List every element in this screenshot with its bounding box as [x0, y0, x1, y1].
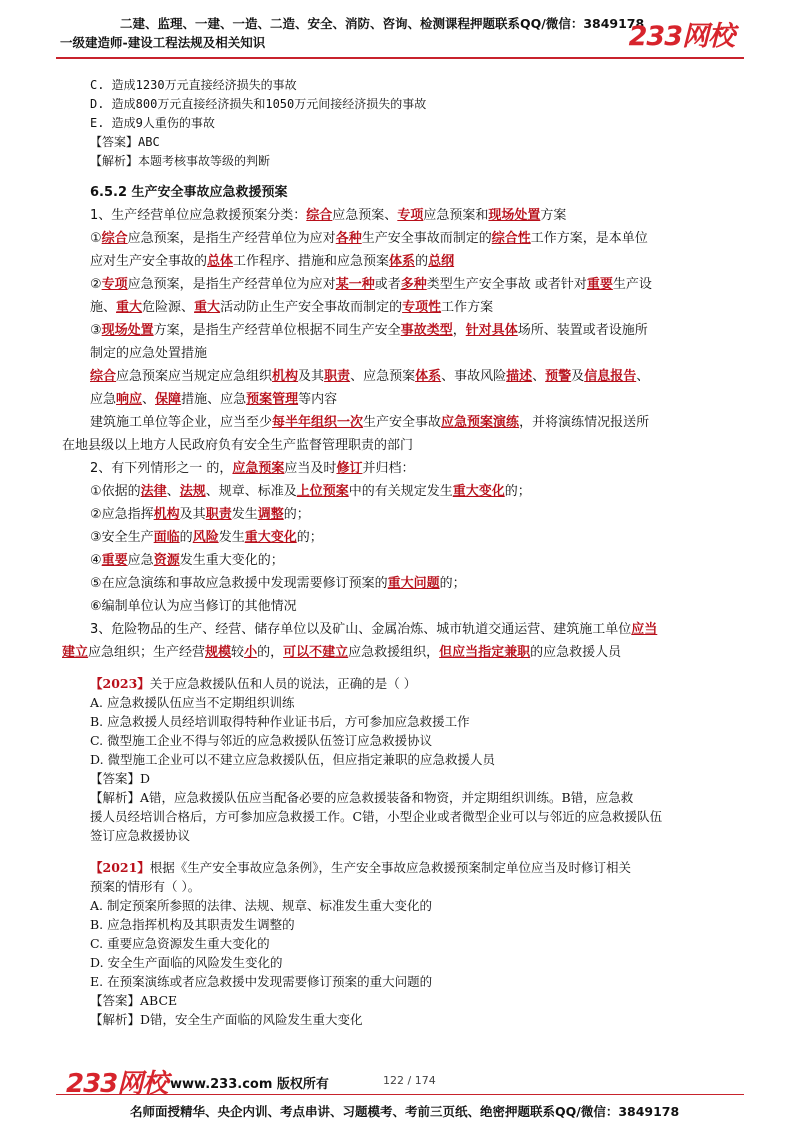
- q2021-option-d: D. 安全生产面临的风险发生变化的: [90, 955, 283, 970]
- option-e: E. 造成9人重伤的事故: [90, 116, 215, 130]
- text: 的: [179, 530, 193, 545]
- para-line-5: [90, 299, 493, 317]
- text: 、: [142, 392, 156, 407]
- keyword: 但应当指定兼职: [439, 645, 531, 660]
- keyword: 法律: [140, 484, 167, 499]
- q2023-analysis-2: 援人员经培训合格后，方可参加应急救援工作。C错，小型企业或者微型企业可以与邻近的应急救援队伍: [90, 809, 663, 824]
- text: 生产安全事故: [363, 415, 442, 430]
- q2021-option-b: B. 应急指挥机构及其职责发生调整的: [90, 917, 295, 932]
- q2021-analysis: 【解析】D错，安全生产面临的风险发生重大变化: [90, 1012, 363, 1027]
- text: 生产安全事故而制定的: [361, 231, 492, 246]
- para-line-9: [90, 391, 337, 409]
- q2023-answer: 【答案】D: [90, 771, 151, 786]
- text: 、规章、标准及: [205, 484, 297, 499]
- keyword: 机构: [272, 369, 299, 384]
- keyword: 预警: [545, 369, 572, 384]
- text: ，并将演练情况报送所: [519, 415, 650, 430]
- text: 应急预案和: [423, 208, 489, 223]
- q2021-option-e: E. 在预案演练或者应急救援中发现需要修订预案的重大问题的: [90, 974, 433, 989]
- text: 发生重大变化的；: [179, 553, 284, 568]
- text: 的，: [257, 645, 284, 660]
- keyword: 小: [244, 645, 258, 660]
- text: 、: [166, 484, 180, 499]
- text: ③: [90, 323, 102, 338]
- keyword: 修订: [336, 461, 363, 476]
- text: 应急预案、: [332, 208, 398, 223]
- footer-site-link[interactable]: www.233.com 版权所有: [170, 1077, 329, 1092]
- keyword: 应当: [631, 622, 658, 637]
- text: 、应急预案: [350, 369, 416, 384]
- text: 2、有下列情形之一 的，: [90, 461, 233, 476]
- keyword: 综合性: [491, 231, 531, 246]
- text: 的；: [296, 530, 323, 545]
- year-tag: 【2023】: [90, 676, 150, 691]
- keyword: 可以不建立: [283, 645, 349, 660]
- keyword: 重要: [101, 553, 128, 568]
- text: ③安全生产: [90, 530, 154, 545]
- text: 、: [532, 369, 546, 384]
- text: 的: [415, 254, 429, 269]
- para-line-17: [90, 575, 466, 593]
- footer-logo: 233网校: [66, 1069, 168, 1099]
- keyword: 体系: [415, 369, 442, 384]
- option-d: D. 造成800万元直接经济损失和1050万元间接经济损失的事故: [90, 97, 427, 111]
- keyword: 应急预案: [232, 461, 285, 476]
- text: 施、: [90, 300, 117, 315]
- keyword: 重大变化: [452, 484, 505, 499]
- keyword: 现场处置: [101, 323, 154, 338]
- keyword: 事故类型: [400, 323, 453, 338]
- text: 的；: [439, 576, 466, 591]
- text: 、: [636, 369, 650, 384]
- year-tag: 【2021】: [90, 860, 150, 875]
- text: 生产设: [612, 277, 652, 292]
- keyword: 保障: [155, 392, 182, 407]
- text: 及其: [298, 369, 325, 384]
- para-line-19: [90, 621, 657, 639]
- text: ④: [90, 553, 102, 568]
- text: 工作方案，是本单位: [530, 231, 648, 246]
- keyword: 专项性: [402, 300, 442, 315]
- text: 关于应急救援队伍和人员的说法，正确的是（ ）: [149, 676, 417, 691]
- keyword: 专项: [397, 208, 424, 223]
- keyword: 规模: [205, 645, 232, 660]
- para-line-8: [90, 368, 649, 386]
- keyword: 响应: [116, 392, 143, 407]
- para-line-18: ⑥编制单位认为应当修订的其他情况: [90, 599, 297, 614]
- text: ⑤在应急演练和事故应急救援中发现需要修订预案的: [90, 576, 388, 591]
- keyword: 综合: [90, 369, 117, 384]
- question-2021-stem: [90, 859, 631, 877]
- text: 或者: [374, 277, 401, 292]
- keyword: 某一种: [335, 277, 375, 292]
- text: ②应急指挥: [90, 507, 154, 522]
- para-line-16: [90, 552, 284, 570]
- text: 工作程序、措施和应急预案: [233, 254, 390, 269]
- q2021-option-c: C. 重要应急资源发生重大变化的: [90, 936, 270, 951]
- q2023-analysis-3: 签订应急救援协议: [90, 828, 191, 843]
- q2021-answer: 【答案】ABCE: [90, 993, 178, 1008]
- keyword: 综合: [306, 208, 333, 223]
- footer-contact-line: 名师面授精华、央企内训、考点串讲、习题模考、考前三页纸、绝密押题联系QQ/微信：3849178: [130, 1104, 680, 1119]
- header-contact-line: 二建、监理、一建、一造、二造、安全、消防、咨询、检测课程押题联系QQ/微信：3849178: [120, 16, 645, 31]
- text: 工作方案: [441, 300, 494, 315]
- keyword: 总纲: [428, 254, 455, 269]
- text: 应急预案应当规定应急组织: [116, 369, 273, 384]
- section-title: 6.5.2 生产安全事故应急救援预案: [90, 185, 288, 200]
- text: ①依据的: [90, 484, 141, 499]
- keyword: 风险: [192, 530, 219, 545]
- keyword: 描述: [506, 369, 533, 384]
- para-line-1: [90, 207, 566, 225]
- question-2023-stem: [90, 675, 416, 693]
- text: 方案，是指生产经营单位根据不同生产安全: [153, 323, 401, 338]
- para-line-2: [90, 230, 648, 248]
- para-line-6: [90, 322, 648, 340]
- keyword: 重大: [194, 300, 221, 315]
- text: 1、生产经营单位应急救援预案分类：: [90, 208, 307, 223]
- page-number: 122 / 174: [383, 1074, 436, 1087]
- text: 根据《生产安全事故应急条例》，生产安全事故应急救援预案制定单位应当及时修订相关: [149, 860, 632, 875]
- text: 危险源、: [142, 300, 195, 315]
- text: ②: [90, 277, 102, 292]
- text: 较: [231, 645, 245, 660]
- header-divider: [56, 57, 744, 59]
- para-line-12: [90, 460, 414, 478]
- para-line-11: 在地县级以上地方人民政府负有安全生产监督管理职责的部门: [62, 438, 414, 453]
- para-line-10: [90, 414, 649, 432]
- keyword: 信息报告: [584, 369, 637, 384]
- analysis-line: 【解析】本题考核事故等级的判断: [90, 154, 271, 168]
- keyword: 预案管理: [246, 392, 299, 407]
- para-line-15: [90, 529, 323, 547]
- para-line-20: [62, 644, 621, 662]
- keyword: 多种: [400, 277, 427, 292]
- q2023-option-b: B. 应急救援人员经培训取得特种作业证书后，方可参加应急救援工作: [90, 714, 470, 729]
- text: 应急预案，是指生产经营单位为应对: [127, 277, 336, 292]
- keyword: 职责: [205, 507, 232, 522]
- q2023-option-c: C. 微型施工企业不得与邻近的应急救援队伍签订应急救援协议: [90, 733, 433, 748]
- keyword: 各种: [335, 231, 362, 246]
- text: 及其: [179, 507, 206, 522]
- text: 中的有关规定发生: [348, 484, 453, 499]
- keyword: 建立: [62, 645, 89, 660]
- text: 的；: [504, 484, 531, 499]
- text: 类型生产安全事故 或者针对: [426, 277, 587, 292]
- text: 应当及时: [284, 461, 337, 476]
- answer-line: 【答案】ABC: [90, 135, 160, 149]
- text: 的；: [283, 507, 310, 522]
- para-line-13: [90, 483, 531, 501]
- text: 应急救援组织，: [348, 645, 440, 660]
- text: 发生: [231, 507, 258, 522]
- text: 、事故风险: [441, 369, 507, 384]
- q2021-option-a: A. 制定预案所参照的法律、法规、规章、标准发生重大变化的: [90, 898, 432, 913]
- keyword: 综合: [101, 231, 128, 246]
- keyword: 体系: [389, 254, 416, 269]
- keyword: 重大变化: [244, 530, 297, 545]
- text: 等内容: [298, 392, 338, 407]
- keyword: 重要: [586, 277, 613, 292]
- keyword: 面临: [153, 530, 180, 545]
- text: 建筑施工单位等企业，应当至少: [90, 415, 273, 430]
- header-subject-title: 一级建造师-建设工程法规及相关知识: [60, 35, 266, 50]
- text: 措施、应急: [181, 392, 247, 407]
- keyword: 专项: [101, 277, 128, 292]
- keyword: 重大问题: [387, 576, 440, 591]
- q2023-analysis-1: 【解析】A错，应急救援队伍应当配备必要的应急救援装备和物资，并定期组织训练。B错，应急救: [90, 790, 634, 805]
- q2023-option-d: D. 微型施工企业可以不建立应急救援队伍，但应指定兼职的应急救援人员: [90, 752, 496, 767]
- brand-logo: 233网校: [628, 21, 734, 52]
- text: 场所、装置或者设施所: [517, 323, 648, 338]
- text: 并归档：: [362, 461, 415, 476]
- keyword: 法规: [179, 484, 206, 499]
- text: ，: [452, 323, 466, 338]
- text: 活动防止生产安全事故而制定的: [220, 300, 403, 315]
- keyword: 总体: [207, 254, 234, 269]
- keyword: 针对具体: [465, 323, 518, 338]
- text: 应急组织；生产经营: [88, 645, 206, 660]
- keyword: 上位预案: [296, 484, 349, 499]
- text: 的应急救援人员: [530, 645, 622, 660]
- question-2021-stem-2: 预案的情形有（ ）。: [90, 879, 201, 894]
- keyword: 重大: [116, 300, 143, 315]
- keyword: 调整: [257, 507, 284, 522]
- keyword: 应急预案演练: [441, 415, 520, 430]
- keyword: 每半年组织一次: [272, 415, 364, 430]
- text: 应对生产安全事故的: [90, 254, 208, 269]
- keyword: 职责: [324, 369, 351, 384]
- keyword: 现场处置: [488, 208, 541, 223]
- text: 发生: [218, 530, 245, 545]
- para-line-14: [90, 506, 310, 524]
- text: 应急预案，是指生产经营单位为应对: [127, 231, 336, 246]
- footer-divider: [56, 1094, 744, 1095]
- keyword: 资源: [153, 553, 180, 568]
- text: 应急: [127, 553, 154, 568]
- para-line-4: [90, 276, 652, 294]
- text: 方案: [540, 208, 567, 223]
- q2023-option-a: A. 应急救援队伍应当不定期组织训练: [90, 695, 295, 710]
- option-c: C. 造成1230万元直接经济损失的事故: [90, 78, 297, 92]
- text: 及: [571, 369, 585, 384]
- keyword: 机构: [153, 507, 180, 522]
- para-line-3: [90, 253, 454, 271]
- text: 应急: [90, 392, 117, 407]
- text: ①: [90, 231, 102, 246]
- para-line-7: 制定的应急处置措施: [90, 346, 208, 361]
- text: 3、危险物品的生产、经营、储存单位以及矿山、金属冶炼、城市轨道交通运营、建筑施工单位: [90, 622, 632, 637]
